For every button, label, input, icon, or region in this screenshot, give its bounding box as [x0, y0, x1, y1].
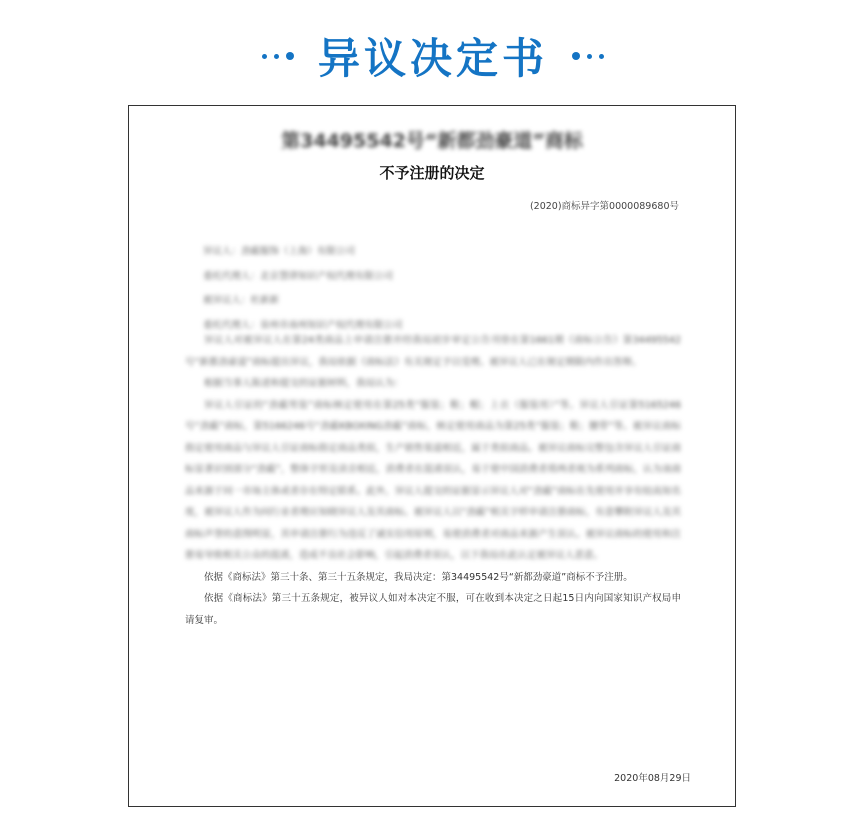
paragraph-reasoning: 异议人引证的“劲霸男装”商标核定使用在第25类“服装；鞋；帽；上衣（服装用）”等。异议人引证第5165246号“劲霸”商标，第5166246号“劲霸KBOXING劲霸”商标，核定使用商品为第25类“服装；鞋；腰带”等。被异议商标指定使用商品与异议人引证商标指定商品类似，生产销售渠道相近，属于类似商品。被异议商标完整包含异议人引证商标显著识别部分“劲霸”，整体字形及读音相近，消费者在混淆误认，易于使中国消费者将两者视为系列商标，认为该商品来源于同一市场主体或者存在特定联系。此外，异议人提交的证据显示异议人对“劲霸”商标在先使用并享有较高知名度，被异议人作为同行业者理应知晓异议人及其商标。被异议人以“劲霸”相关字样申请注册商标，有意攀附异议人及其商标声誉的意图明显，其申请注册行为违反了诚实信用原则，易使消费者对商品来源产生误认。被异议商标的使用和注册易导致相关公众的混淆，造成不良社会影响，引起消费者误认，以下我局在此认定被异议人恶意。 [185, 399, 681, 561]
document-number: (2020)商标异字第0000089680号 [529, 201, 679, 212]
page-title: 异议决定书 [317, 34, 548, 83]
left-dots-decoration [262, 52, 294, 60]
party-opponent-agent: 委托代理人：北京慧律知识产权代理有限公司 [203, 270, 394, 282]
document-title-trademark: 第34495542号“新都劲豪道”商标 [281, 130, 583, 152]
paragraph-appeal: 依据《商标法》第三十五条规定，被异议人如对本决定不服，可在收到本决定之日起15日内向国家知识产权局申请复审。 [185, 593, 681, 626]
paragraph-ruling: 依据《商标法》第三十条、第三十五条规定，我局决定：第34495542号“新都劲豪道”商标不予注册。 [204, 571, 633, 583]
party-respondent: 被异议人：杜新新 [203, 295, 280, 306]
party-opponent: 异议人：劲霸服饰（上海）有限公司 [203, 246, 356, 257]
right-dots-decoration [572, 52, 604, 60]
decision-date: 2020年08月29日 [614, 773, 691, 784]
party-respondent-agent: 委托代理人：泉州市南州知识产权代理有限公司 [203, 319, 403, 331]
paragraph-background: 异议人对被异议人在第24类商品上申请注册并经我局初步审定公告刊登在第1661期《商标公告》第34495542号“新都劲豪道”商标提出异议，我局依据《商标法》有关规定予以受理。被异议人已在规定期限内作出答辩。 [185, 335, 681, 368]
paragraph-finding-intro: 根据当事人陈述和提交的证据材料，我局认为： [204, 378, 404, 389]
parties-list [203, 240, 403, 338]
decision-body [185, 330, 681, 631]
decision-document [128, 105, 736, 807]
page-header [0, 26, 866, 86]
document-title-decision: 不予注册的决定 [379, 164, 485, 182]
